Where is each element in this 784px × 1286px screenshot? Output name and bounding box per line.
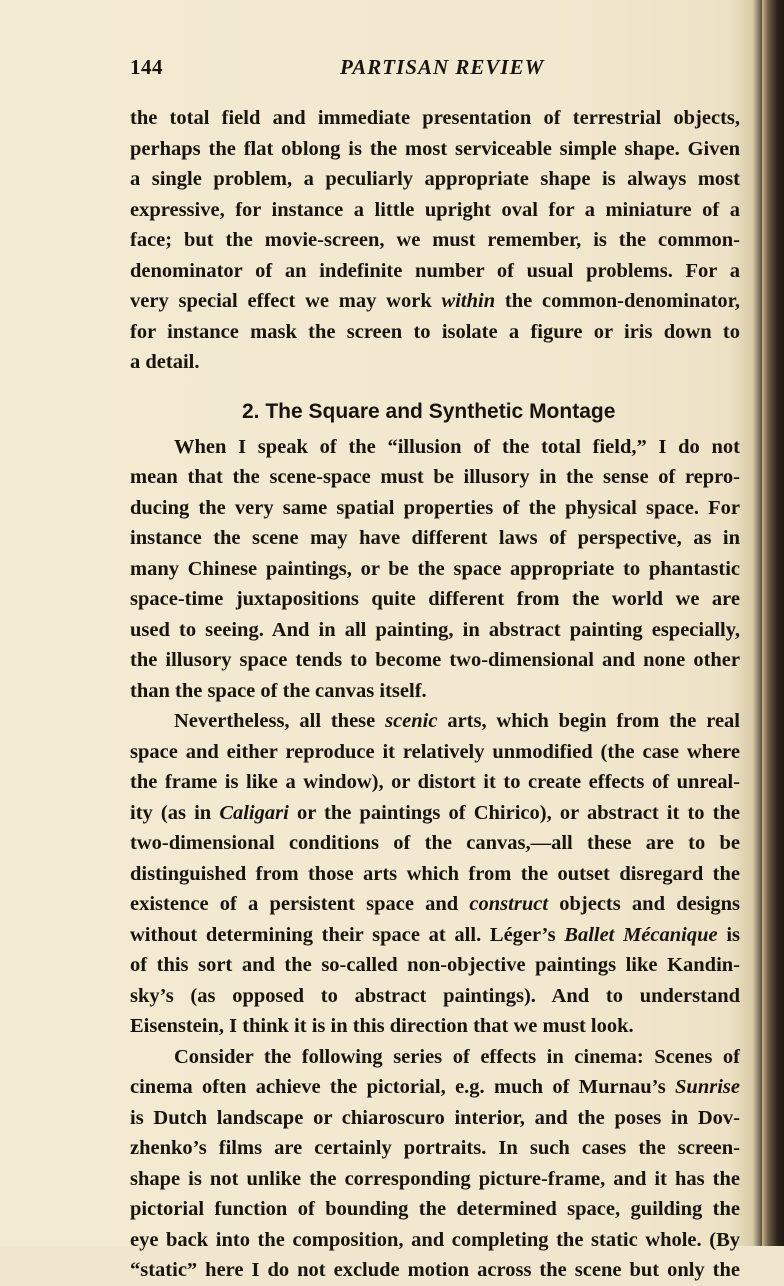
section-heading: 2. The Square and Synthetic Montage	[242, 399, 616, 423]
text-line: a single problem, a peculiarly appropriate shape is always most	[130, 168, 740, 190]
running-head: PARTISAN REVIEW	[340, 55, 545, 79]
text-line: is Dutch landscape or chiaroscuro interior, and the poses in Dov-	[130, 1106, 740, 1129]
text-line: space and either reproduce it relatively unmodified (the case where	[130, 740, 740, 763]
text-line: existence of a persistent space and construct objects and designs	[130, 893, 740, 915]
text-line: cinema often achieve the pictorial, e.g. much of Murnau’s Sunrise	[130, 1076, 740, 1098]
text-line: Eisenstein, I think it is in this direction that we must look.	[130, 1015, 634, 1037]
text-line: zhenko’s films are certainly portraits. In such cases the screen-	[130, 1137, 740, 1159]
text-line: When I speak of the “illusion of the total field,” I do not	[174, 435, 740, 458]
text-line: Consider the following series of effects in cinema: Scenes of	[174, 1045, 740, 1068]
text-line: Nevertheless, all these scenic arts, which begin from the real	[174, 710, 740, 732]
text-line: many Chinese paintings, or be the space appropriate to phantastic	[130, 557, 740, 580]
text-line: expressive, for instance a little upright oval for a miniature of a	[130, 198, 740, 221]
text-line: ity (as in Caligari or the paintings of Chirico), or abstract it to the	[130, 801, 740, 824]
text-line: the total field and immediate presentation of terrestrial objects,	[130, 107, 740, 129]
text-line: “static” here I do not exclude motion across the scene but only the	[130, 1259, 740, 1281]
page-header	[130, 55, 740, 91]
book-gutter-shadow	[762, 0, 784, 1246]
text-line: perhaps the flat oblong is the most serviceable simple shape. Given	[130, 137, 740, 160]
paragraph-2	[130, 432, 740, 707]
text-line: the frame is like a window), or distort it to create effects of unreal-	[130, 771, 740, 793]
paragraph-3	[130, 706, 740, 1042]
text-line: distinguished from those arts which from the outset disregard the	[130, 862, 740, 885]
text-line: ducing the very same spatial properties of the physical space. For	[130, 496, 740, 519]
text-line: mean that the scene-space must be illusory in the sense of repro-	[130, 466, 740, 488]
paragraph-4	[130, 1042, 740, 1286]
paragraph-1	[130, 103, 740, 378]
body-text	[130, 103, 740, 1286]
text-line: pictorial function of bounding the determined space, guilding the	[130, 1198, 740, 1220]
text-line: than the space of the canvas itself.	[130, 679, 427, 702]
text-line: face; but the movie-screen, we must remember, is the common-	[130, 229, 740, 251]
page-number: 144	[130, 55, 163, 79]
text-line: used to seeing. And in all painting, in abstract painting especially,	[130, 618, 740, 641]
text-line: the illusory space tends to become two-dimensional and none other	[130, 649, 740, 671]
text-line: very special effect we may work within the common-denominator,	[130, 290, 740, 312]
text-line: without determining their space at all. Léger’s Ballet Mécanique is	[130, 923, 740, 946]
text-line: two-dimensional conditions of the canvas,—all these are to be	[130, 832, 740, 854]
text-line: a detail.	[130, 351, 200, 373]
text-line: for instance mask the screen to isolate a figure or iris down to	[130, 320, 740, 343]
text-line: sky’s (as opposed to abstract paintings). And to understand	[130, 984, 740, 1007]
text-line: of this sort and the so-called non-objective paintings like Kandin-	[130, 954, 740, 976]
text-line: shape is not unlike the corresponding picture-frame, and it has the	[130, 1167, 740, 1190]
text-line: eye back into the composition, and completing the static whole. (By	[130, 1228, 740, 1251]
text-line: denominator of an indefinite number of usual problems. For a	[130, 259, 740, 282]
text-line: instance the scene may have different laws of perspective, as in	[130, 527, 740, 549]
text-line: space-time juxtapositions quite different from the world we are	[130, 588, 740, 610]
